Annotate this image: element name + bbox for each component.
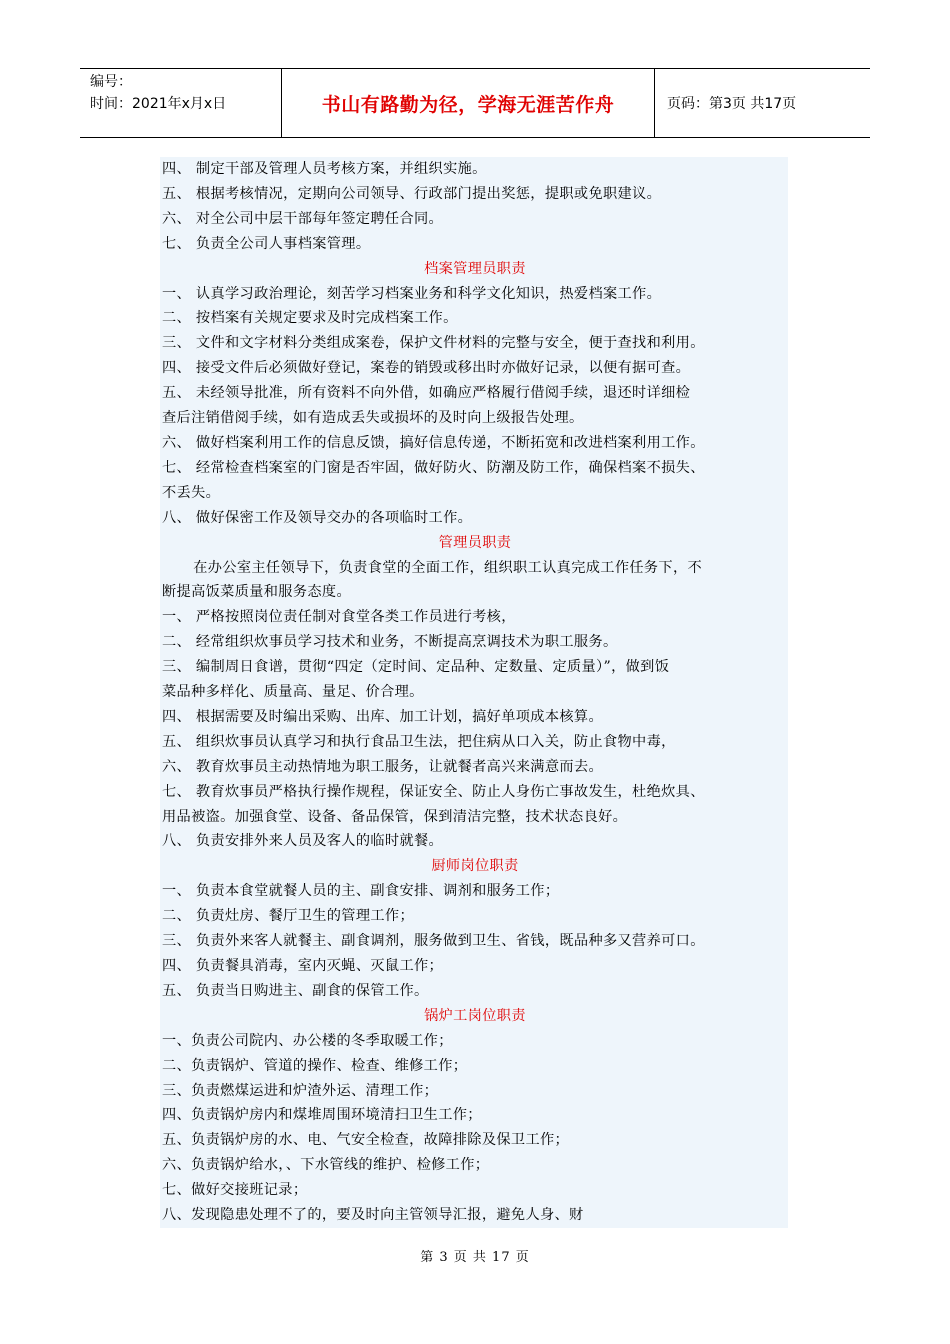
duty-item-line: 七、 教育炊事员严格执行操作规程，保证安全、防止人身伤亡事故发生，杜绝炊具、 [162,783,705,800]
duty-item-line: 一、负责公司院内、办公楼的冬季取暖工作； [162,1032,453,1049]
duty-item-line: 三、 负责外来客人就餐主、副食调剂，服务做到卫生、省钱，既品种多又营养可口。 [162,933,705,950]
duty-item-line: 一、 严格按照岗位责任制对食堂各类工作员进行考核， [162,609,516,626]
header-motto: 书山有路勤为径，学海无涯苦作舟 [282,69,655,137]
duty-item-line: 三、负责燃煤运进和炉渣外运、清理工作； [162,1082,439,1099]
duty-item-line: 六、 做好档案利用工作的信息反馈，搞好信息传递，不断拓宽和改进档案利用工作。 [162,434,705,451]
duty-item-line: 六、 对全公司中层干部每年签定聘任合同。 [162,210,444,227]
duty-item-line: 四、 根据需要及时编出采购、出库、加工计划，搞好单项成本核算。 [162,708,603,725]
duty-item-line: 五、 未经领导批准，所有资料不向外借，如确应严格履行借阅手续，退还时详细检 [162,385,691,402]
page-header [80,68,870,138]
duty-item-line: 三、 编制周日食谱，贯彻“四定（定时间、定品种、定数量、定质量）”，做到饭 [162,659,670,676]
duty-item-line: 二、 经常组织炊事员学习技术和业务，不断提高烹调技术为职工服务。 [162,634,618,651]
section-title: 管理员职责 [438,534,512,551]
duty-item-line: 七、 经常检查档案室的门窗是否牢固，做好防火、防潮及防工作，确保档案不损失、 [162,459,705,476]
header-page-number: 页码：第3页 共17页 [667,96,797,112]
section-title: 锅炉工岗位职责 [424,1007,526,1024]
duty-item-line: 四、负责锅炉房内和煤堆周围环境清扫卫生工作； [162,1107,482,1124]
duty-item-line: 五、负责锅炉房的水、电、气安全检查，故障排除及保卫工作； [162,1132,570,1149]
duty-item-line: 五、 根据考核情况，定期向公司领导、行政部门提出奖惩，提职或免职建议。 [162,185,662,202]
duty-item-line: 六、负责锅炉给水，、下水管线的维护、检修工作； [162,1157,490,1174]
duty-item-line: 四、 制定干部及管理人员考核方案，并组织实施。 [162,161,487,177]
page-footer: 第 3 页 共 17 页 [420,1250,530,1265]
duty-item-line: 六、 教育炊事员主动热情地为职工服务，让就餐者高兴来满意而去。 [162,758,603,775]
document-number: 编号： [90,74,132,90]
duty-item-line: 一、 负责本食堂就餐人员的主、副食安排、调剂和服务工作； [162,883,560,900]
paragraph-line: 在办公室主任领导下，负责食堂的全面工作，组织职工认真完成工作任务下，不 [193,559,703,576]
header-meta-cell [80,69,282,137]
duty-item-line: 二、负责锅炉、管道的操作、检查、维修工作； [162,1057,468,1074]
section-title: 档案管理员职责 [424,260,526,277]
duty-item-line: 七、做好交接班记录； [162,1182,308,1199]
section-title: 厨师岗位职责 [431,858,519,875]
duty-item-line: 用品被盗。加强食堂、设备、备品保管，保到清洁完整，技术状态良好。 [162,808,628,825]
duty-item-line: 八、 做好保密工作及领导交办的各项临时工作。 [162,509,473,526]
document-time: 时间：2021年x月x日 [90,96,227,112]
duty-item-line: 八、发现隐患处理不了的，要及时向主管领导汇报，避免人身、财 [162,1207,584,1224]
duty-item-line: 菜品种多样化、质量高、量足、价合理。 [162,684,424,701]
duty-item-line: 四、 负责餐具消毒，室内灭蝇、灭鼠工作； [162,958,444,974]
duty-item-line: 四、 接受文件后必须做好登记，案卷的销毁或移出时亦做好记录，以便有据可查。 [162,360,691,377]
duty-item-line: 二、 按档案有关规定要求及时完成档案工作。 [162,310,458,327]
duty-item-line: 断提高饭菜质量和服务态度。 [162,584,351,601]
duty-item-line: 一、 认真学习政治理论，刻苦学习档案业务和科学文化知识，热爱档案工作。 [162,285,662,302]
duty-item-line: 五、 组织炊事员认真学习和执行食品卫生法，把住病从口入关，防止食物中毒， [162,733,676,750]
duty-item-line: 查后注销借阅手续，如有造成丢失或损坏的及时向上级报告处理。 [162,410,584,427]
duty-item-line: 二、 负责灶房、餐厅卫生的管理工作； [162,908,414,925]
duty-item-line: 七、 负责全公司人事档案管理。 [162,235,371,252]
duty-item-line: 不丢失。 [162,484,221,501]
duty-item-line: 三、 文件和文字材料分类组成案卷，保护文件材料的完整与安全，便于查找和利用。 [162,335,705,352]
duty-item-line: 五、 负责当日购进主、副食的保管工作。 [162,982,429,999]
duty-item-line: 八、 负责安排外来人员及客人的临时就餐。 [162,833,444,850]
document-body [160,157,788,1228]
